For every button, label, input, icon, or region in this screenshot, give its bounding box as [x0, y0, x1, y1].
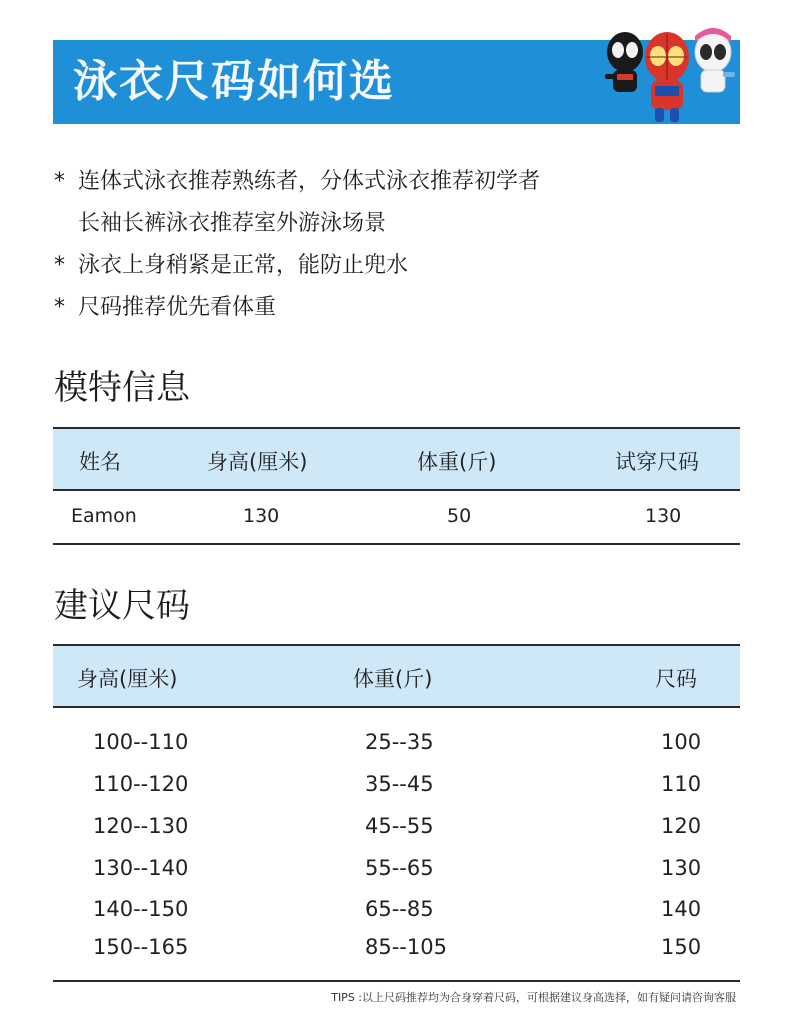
- cell-weight: 65--85: [365, 897, 434, 921]
- table-row: [53, 814, 740, 844]
- cell-weight: 45--55: [365, 814, 434, 838]
- cell-weight: 85--105: [365, 935, 447, 959]
- model-table-header: [53, 427, 740, 491]
- cell-weight: 25--35: [365, 730, 434, 754]
- cell-height: 120--130: [93, 814, 189, 838]
- header-height: 身高(厘米): [207, 450, 308, 474]
- note-item: [54, 246, 754, 288]
- table-row: [53, 772, 740, 802]
- header-height: 身高(厘米): [77, 667, 178, 691]
- header-name: 姓名: [79, 450, 121, 474]
- note-item: [54, 288, 754, 330]
- cell-size: 130: [661, 856, 702, 880]
- hero-left-figure: [605, 32, 643, 92]
- cell-name: Eamon: [71, 505, 137, 527]
- cell-height: 130--140: [93, 856, 189, 880]
- table-row: [53, 491, 740, 545]
- note-item: [54, 204, 754, 246]
- table-row: [53, 935, 740, 965]
- page-title: 泳衣尺码如何选: [73, 56, 395, 107]
- header-size: 尺码: [655, 667, 697, 691]
- cell-weight: 50: [447, 505, 472, 527]
- size-table-body: [53, 708, 740, 982]
- bullet-star: *: [54, 253, 65, 278]
- note-text: 连体式泳衣推荐熟练者，分体式泳衣推荐初学者: [78, 169, 541, 194]
- cell-height: 140--150: [93, 897, 189, 921]
- size-table: [53, 644, 740, 982]
- bullet-star: *: [54, 169, 65, 194]
- cell-tried-size: 130: [645, 505, 682, 527]
- model-section-title: 模特信息: [54, 368, 190, 408]
- cartoon-heroes-illustration: [595, 12, 745, 127]
- cell-height: 130: [243, 505, 280, 527]
- cell-height: 110--120: [93, 772, 189, 796]
- cell-weight: 55--65: [365, 856, 434, 880]
- cell-size: 140: [661, 897, 702, 921]
- hero-middle-figure: [645, 32, 689, 122]
- cell-size: 120: [661, 814, 702, 838]
- table-row: [53, 730, 740, 760]
- note-item: [54, 162, 754, 204]
- cell-height: 150--165: [93, 935, 189, 959]
- model-table: [53, 427, 740, 545]
- table-row: [53, 897, 740, 927]
- header-weight: 体重(斤): [417, 450, 497, 474]
- size-section-title: 建议尺码: [54, 586, 190, 626]
- cell-size: 110: [661, 772, 702, 796]
- header-weight: 体重(斤): [353, 667, 433, 691]
- size-table-header: [53, 644, 740, 708]
- cell-size: 100: [661, 730, 702, 754]
- tips-footnote: TIPS :以上尺码推荐均为合身穿着尺码，可根据建议身高选择，如有疑问请咨询客服: [331, 991, 736, 1004]
- note-text: 长袖长裤泳衣推荐室外游泳场景: [78, 211, 387, 236]
- bullet-star: *: [54, 295, 65, 320]
- table-row: [53, 856, 740, 886]
- note-text: 泳衣上身稍紧是正常，能防止兜水: [78, 253, 409, 278]
- cell-height: 100--110: [93, 730, 189, 754]
- header-tried-size: 试穿尺码: [615, 450, 699, 474]
- note-text: 尺码推荐优先看体重: [78, 295, 277, 320]
- cell-weight: 35--45: [365, 772, 434, 796]
- hero-right-figure: [695, 28, 735, 92]
- cell-size: 150: [661, 935, 702, 959]
- notes-list: [54, 162, 754, 330]
